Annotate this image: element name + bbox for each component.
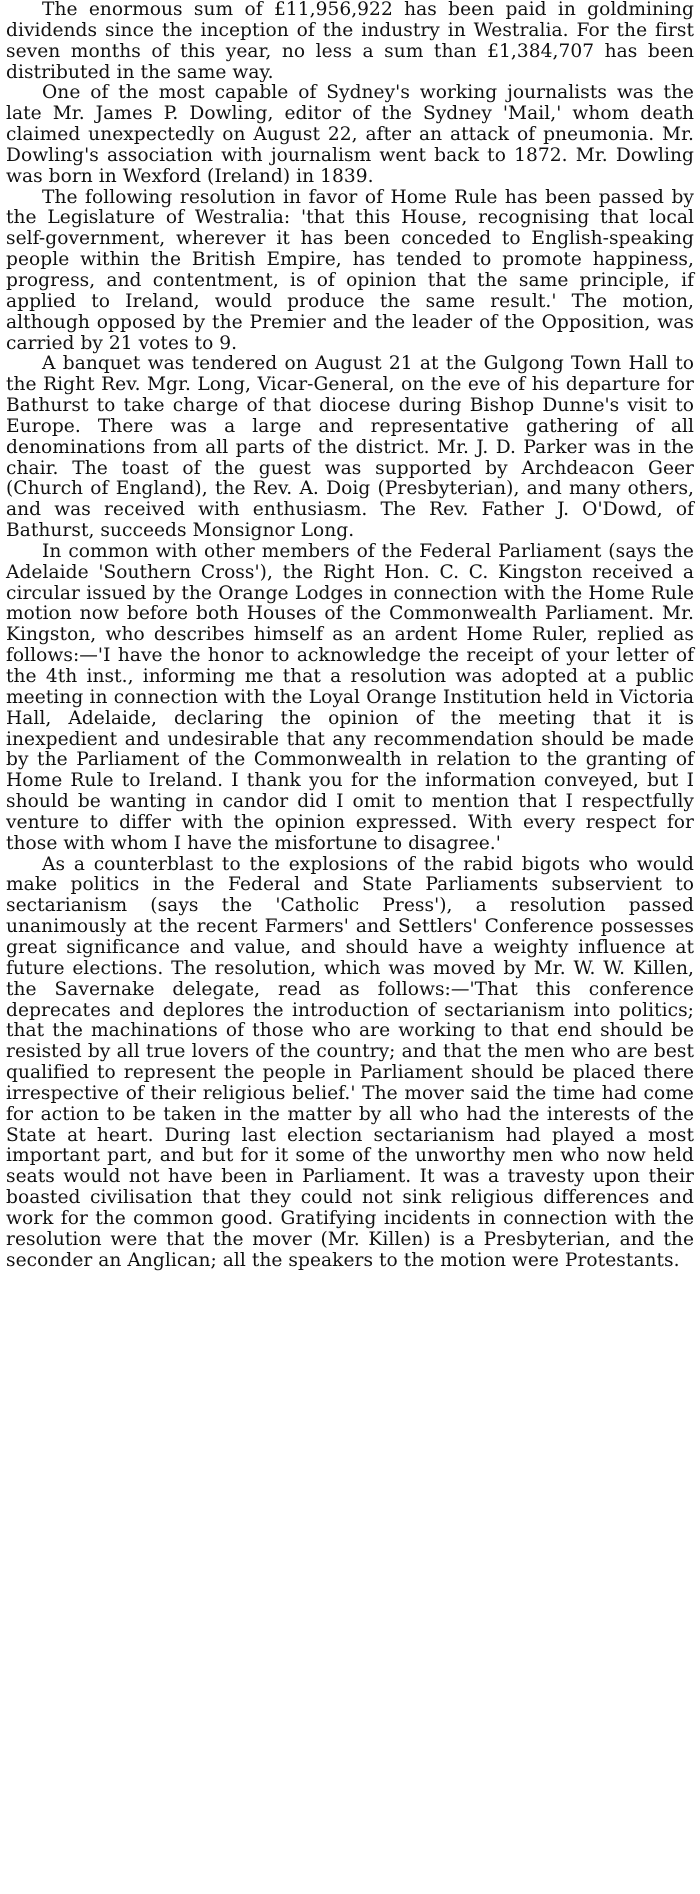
paragraph-home-rule-resolution: The following resolution in favor of Home Rule has been passed by the Legislature of Westralia: 'that this House, recognising that local self-government, wherever it has been conceded to English-speaking people within the British Empire, has tended to promote happiness, progress, and contentment, is of opinion that the same principle, if applied to Ireland, would produce the same result.' The motion, although opposed by the Premier and the leader of the Opposition, was carried by 21 votes to 9. — [6, 186, 694, 354]
paragraph-dowling-obituary: One of the most capable of Sydney's working journalists was the late Mr. James P. Dowling, editor of the Sydney 'Mail,' whom death claimed unexpectedly on August 22, after an attack of pneumonia. Mr. Dowling's association with journalism went back to 1872. Mr. Dowling was born in Wexford (Ireland) in 1839. — [6, 82, 694, 187]
article-column — [6, 0, 694, 1271]
paragraph-kingston-reply: In common with other members of the Federal Parliament (says the Adelaide 'Southern Cross'), the Right Hon. C. C. Kingston received a circular issued by the Orange Lodges in connection with the Home Rule motion now before both Houses of the Commonwealth Parliament. Mr. Kingston, who describes himself as an ardent Home Ruler, replied as follows:—'I have the honor to acknowledge the receipt of your letter of the 4th inst., informing me that a resolution was adopted at a public meeting in connection with the Loyal Orange Institution held in Victoria Hall, Adelaide, declaring the opinion of the meeting that it is inexpedient and undesirable that any recommendation should be made by the Parliament of the Commonwealth in relation to the granting of Home Rule to Ireland. I thank you for the information conveyed, but I should be wanting in candor did I omit to mention that I respectfully venture to differ with the opinion expressed. With every respect for those with whom I have the misfortune to disagree.' — [6, 540, 694, 854]
paragraph-sectarianism-resolution: As a counterblast to the explosions of the rabid bigots who would make politics in the Federal and State Parliaments subservient to sectarianism (says the 'Catholic Press'), a resolution passed unanimously at the recent Farmers' and Settlers' Conference possesses great significance and value, and should have a weighty influence at future elections. The resolution, which was moved by Mr. W. W. Killen, the Savernake delegate, read as follows:—'That this conference deprecates and deplores the introduction of sectarianism into politics; that the machinations of those who are working to that end should be resisted by all true lovers of the country; and that the men who are best qualified to represent the people in Parliament should be placed there irrespective of their religious belief.' The mover said the time had come for action to be taken in the matter by all who had the interests of the State at heart. During last election sectarianism had played a most important part, and but for it some of the unworthy men who now held seats would not have been in Parliament. It was a travesty upon their boasted civilisation that they could not sink religious differences and work for the common good. Gratifying incidents in connection with the resolution were that the mover (Mr. Killen) is a Presbyterian, and the seconder an Anglican; all the speakers to the motion were Protestants. — [6, 853, 694, 1271]
paragraph-gulgong-banquet: A banquet was tendered on August 21 at the Gulgong Town Hall to the Right Rev. Mgr. Long, Vicar-General, on the eve of his departure for Bathurst to take charge of that diocese during Bishop Dunne's visit to Europe. There was a large and representative gathering of all denominations from all parts of the district. Mr. J. D. Parker was in the chair. The toast of the guest was supported by Archdeacon Geer (Church of England), the Rev. A. Doig (Presbyterian), and many others, and was received with enthusiasm. The Rev. Father J. O'Dowd, of Bathurst, succeeds Monsignor Long. — [6, 353, 694, 542]
paragraph-gold-dividends: The enormous sum of £11,956,922 has been paid in goldmining dividends since the inception of the industry in Westralia. For the first seven months of this year, no less a sum than £1,384,707 has been distributed in the same way. — [6, 0, 694, 83]
